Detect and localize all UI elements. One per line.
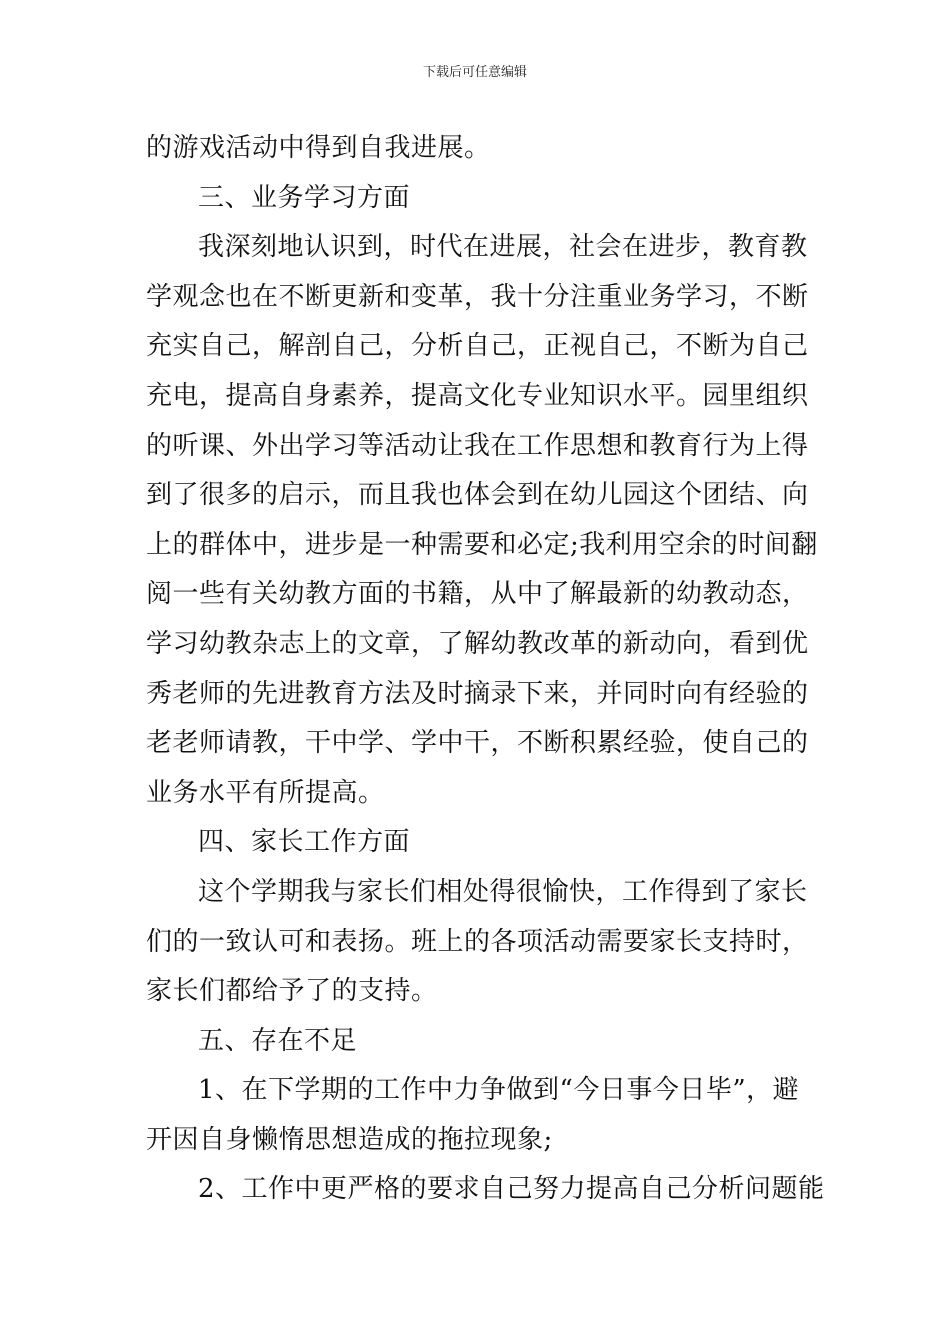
list-item: 2、工作中更严格的要求自己努力提高自己分析问题能: [198, 1174, 825, 1205]
text-line: 学观念也在不断更新和变革，我十分注重业务学习，不断: [146, 281, 809, 312]
text-line: 家长们都给予了的支持。: [146, 976, 438, 1007]
text-line: 的听课、外出学习等活动让我在工作思想和教育行为上得: [146, 430, 809, 461]
text-line: 上的群体中，进步是一种需要和必定;我利用空余的时间翻: [146, 529, 818, 560]
text-line: 到了很多的启示，而且我也体会到在幼儿园这个团结、向: [146, 480, 809, 511]
text-line: 们的一致认可和表扬。班上的各项活动需要家长支持时，: [146, 926, 809, 957]
text-line: 充实自己，解剖自己，分析自己，正视自己，不断为自己: [146, 331, 809, 362]
text-line: 这个学期我与家长们相处得很愉快，工作得到了家长: [198, 876, 808, 907]
text-line: 阅一些有关幼教方面的书籍，从中了解最新的幼教动态，: [146, 579, 809, 610]
text-line: 秀老师的先进教育方法及时摘录下来，并同时向有经验的: [146, 678, 809, 709]
text-line: 开因自身懒惰思想造成的拖拉现象;: [146, 1124, 553, 1155]
page-header-note: 下载后可任意编辑: [422, 65, 527, 80]
text-line: 充电，提高自身素养，提高文化专业知识水平。园里组织: [146, 380, 809, 411]
text-line: 业务水平有所提高。: [146, 777, 385, 808]
section-heading: 三、业务学习方面: [198, 182, 411, 213]
text-line: 老老师请教，干中学、学中干，不断积累经验，使自己的: [146, 728, 809, 759]
document-body: [146, 124, 825, 1215]
section-heading: 四、家长工作方面: [198, 827, 411, 858]
list-item: 1、在下学期的工作中力争做到“今日事今日毕”，避: [198, 1075, 800, 1106]
text-line: 的游戏活动中得到自我进展。: [146, 133, 491, 163]
text-line: 学习幼教杂志上的文章，了解幼教改革的新动向，看到优: [146, 628, 809, 659]
text-line: 我深刻地认识到，时代在进展，社会在进步，教育教: [198, 232, 808, 263]
section-heading: 五、存在不足: [198, 1025, 358, 1056]
